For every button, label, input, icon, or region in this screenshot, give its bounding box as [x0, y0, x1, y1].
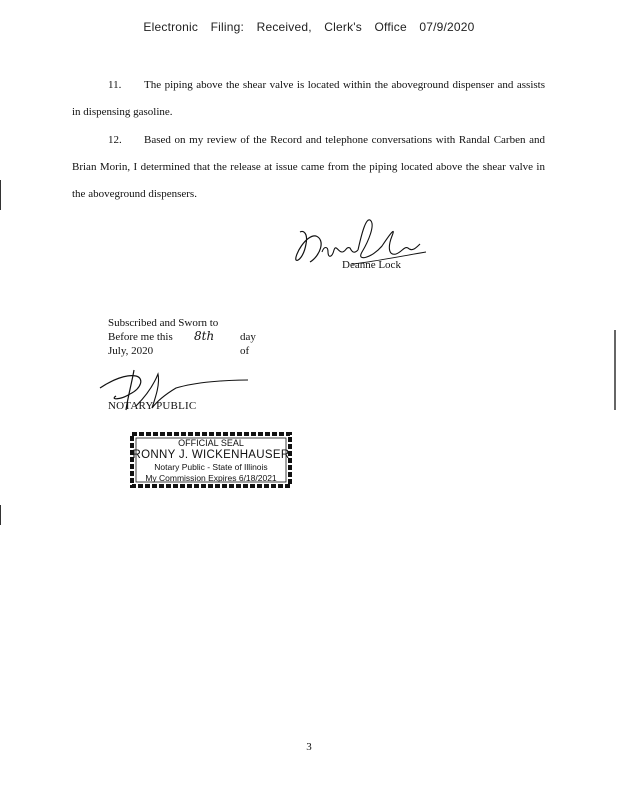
paragraph-12 — [72, 127, 545, 208]
seal-commission-expiry: My Commission Expires 6/18/2021 — [145, 473, 277, 483]
scan-edge-mark — [0, 505, 1, 525]
notary-public-label: NOTARY PUBLIC — [108, 400, 197, 412]
paragraph-11 — [72, 72, 545, 126]
jurat-day-of: day of — [240, 331, 256, 357]
jurat-line-1: Subscribed and Sworn to — [108, 317, 219, 329]
handwritten-day: 8th — [194, 329, 215, 343]
official-notary-seal — [130, 432, 292, 488]
seal-title: OFFICIAL SEAL — [178, 438, 244, 448]
jurat-line-3: July, 2020 — [108, 345, 154, 357]
seal-jurisdiction: Notary Public - State of Illinois — [154, 462, 268, 472]
signer-name: Deanne Lock — [342, 259, 401, 271]
jurat-line-2: Before me this — [108, 331, 173, 343]
scan-edge-mark — [614, 330, 616, 410]
filing-header: Electronic Filing: Received, Clerk's Office 07/9/2020 — [143, 20, 475, 34]
paragraph-number: 11. — [108, 79, 122, 91]
paragraph-text: Based on my review of the Record and telephone conversations with Randal Carben and Brian Morin, I determined that the release at issue came from the piping located above the shear valve in the aboveground dispensers. — [72, 134, 545, 200]
paragraph-text: The piping above the shear valve is located within the aboveground dispenser and assists in dispensing gasoline. — [72, 79, 545, 118]
paragraph-number: 12. — [108, 134, 122, 146]
scan-edge-mark — [0, 180, 1, 210]
seal-notary-name: RONNY J. WICKENHAUSER — [132, 449, 290, 461]
page-number: 3 — [306, 741, 312, 753]
jurat-block — [108, 316, 256, 358]
